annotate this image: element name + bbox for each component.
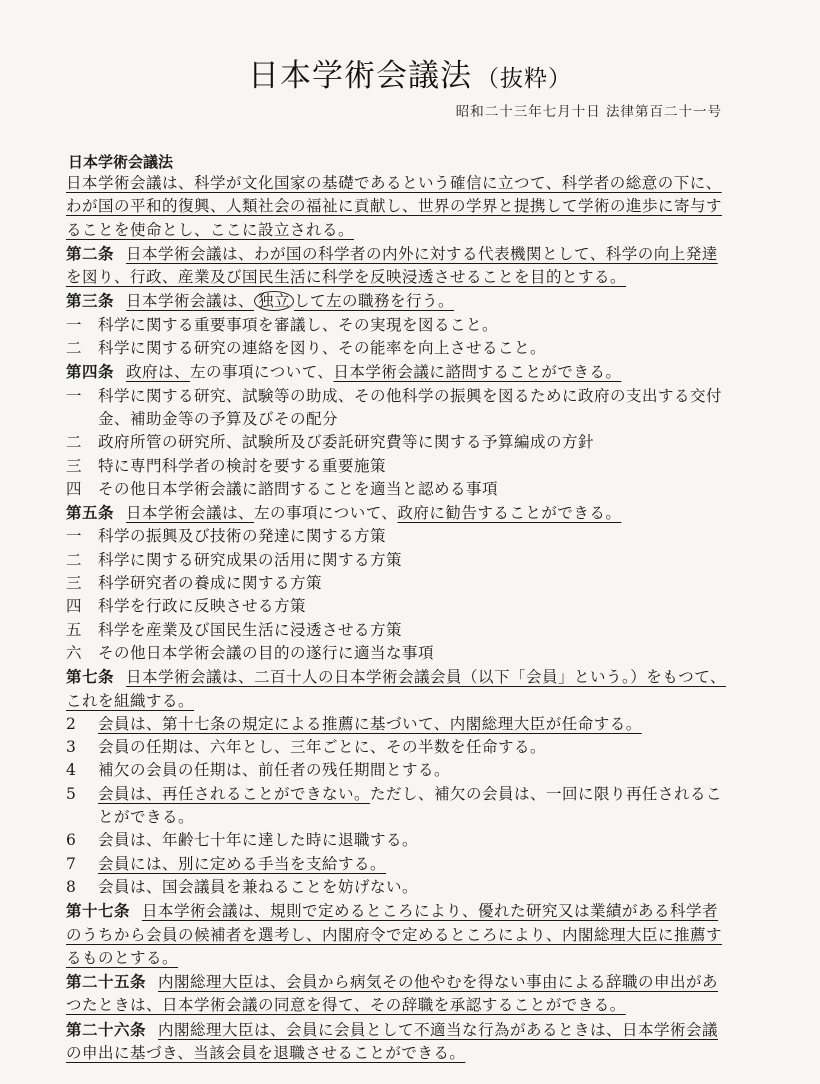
title-sub: （抜粋） [476, 66, 572, 92]
article-5-text-b: 左の事項について、 [254, 504, 398, 523]
article-7-paragraph [66, 853, 730, 876]
section-title: 日本学術会議法 [68, 153, 174, 171]
article-4-item [66, 455, 730, 478]
article-17-head: 第十七条 [66, 901, 131, 921]
article-3 [66, 289, 730, 313]
paragraph-text: 会員は、年齢七十年に達した時に退職する。 [98, 831, 419, 850]
paragraph-text: 会員には、別に定める手当を支給する。 [98, 854, 387, 873]
article-7-paragraph [66, 736, 730, 759]
item-text: 科学に関する重要事項を審議し、その実現を図ること。 [98, 315, 499, 334]
paragraph-number: 5 [66, 784, 77, 803]
article-17-text: 日本学術会議は、規則で定めるところにより、優れた研究又は業績がある科学者のうちから会員の候補者を選考し、内閣府令で定めるところにより、内閣総理大臣に推薦するものとする。 [66, 902, 723, 967]
paragraph-text [98, 783, 730, 830]
article-4-item [66, 478, 730, 501]
paragraph-number: 7 [66, 854, 77, 873]
item-number: 四 [66, 479, 83, 498]
paragraph-number: 2 [66, 714, 77, 733]
enactment-dateline: 昭和二十三年七月十日 法律第百二十一号 [455, 104, 722, 120]
article-5-item [66, 642, 730, 665]
paragraph-text: 会員は、第十七条の規定による推薦に基づいて、内閣総理大臣が任命する。 [98, 714, 642, 733]
article-3-text-b: して左の職務を行う。 [294, 292, 455, 311]
article-5-text-c: 政府に勧告することができる。 [397, 504, 622, 523]
article-4-text-a: 政府は、 [126, 363, 191, 382]
item-number: 二 [66, 339, 83, 358]
document-title [0, 50, 820, 95]
item-text: 科学研究者の養成に関する方策 [98, 574, 323, 593]
article-26 [66, 1018, 730, 1066]
paragraph-text-rest: ただし、補欠の会員は、一回に限り再任されることができる。 [98, 784, 723, 827]
paragraph-number: 3 [66, 738, 77, 757]
article-3-item [66, 314, 730, 337]
paragraph-number: 8 [66, 877, 77, 896]
article-4-text-b: 左の事項について、 [190, 363, 334, 382]
article-5-item [66, 525, 730, 548]
item-text: 科学を行政に反映させる方策 [98, 597, 307, 616]
item-number: 二 [66, 550, 83, 569]
article-2-text: 日本学術会議は、わが国の科学者の内外に対する代表機関として、科学の向上発達を図り、行政、産業及び国民生活に科学を反映浸透させることを目的とする。 [66, 244, 718, 287]
item-text: 科学を産業及び国民生活に浸透させる方策 [98, 620, 403, 639]
item-text: 科学に関する研究成果の活用に関する方策 [98, 550, 403, 569]
item-number: 二 [66, 433, 83, 452]
article-7 [66, 665, 730, 713]
article-3-item [66, 337, 730, 360]
article-3-text-a: 日本学術会議は、 [126, 292, 255, 311]
item-number: 一 [66, 527, 83, 546]
item-number: 四 [66, 597, 83, 616]
paragraph-number: 6 [66, 831, 77, 850]
item-text: その他日本学術会議の目的の遂行に適当な事項 [98, 643, 435, 662]
article-2-head: 第二条 [66, 243, 115, 263]
article-7-paragraph [66, 783, 730, 830]
preamble: 日本学術会議は、科学が文化国家の基礎であるという確信に立つて、科学者の総意の下に、わが国の平和的復興、人類社会の福祉に貢献し、世界の学界と提携して学術の進歩に寄与することを使命とし、ここに設立される。 [66, 174, 723, 239]
paragraph-text: 会員の任期は、六年とし、三年ごとに、その半数を任命する。 [98, 738, 547, 757]
article-7-paragraph [66, 876, 730, 899]
article-4-item [66, 431, 730, 454]
article-26-head: 第二十六条 [66, 1019, 147, 1039]
item-text: その他日本学術会議に諮問することを適当と認める事項 [98, 479, 499, 498]
article-25-head: 第二十五条 [66, 972, 147, 992]
article-2 [66, 242, 730, 290]
article-5-item [66, 619, 730, 642]
article-4 [66, 360, 730, 384]
paragraph-text: 補欠の会員の任期は、前任者の残任期間とする。 [98, 761, 451, 780]
item-number: 三 [66, 456, 83, 475]
law-text [66, 172, 730, 1065]
item-text: 科学に関する研究、試験等の助成、その他科学の振興を図るために政府の支出する交付金、補助金等の予算及びその配分 [98, 386, 723, 428]
article-17 [66, 899, 730, 970]
article-5-item [66, 549, 730, 572]
item-text: 政府所管の研究所、試験所及び委託研究費等に関する予算編成の方針 [98, 433, 595, 452]
title-main: 日本学術会議法 [248, 58, 472, 94]
article-5-item [66, 595, 730, 618]
article-5 [66, 501, 730, 525]
paragraph-number: 4 [66, 761, 77, 780]
item-text: 科学に関する研究の連絡を図り、その能率を向上させること。 [98, 339, 547, 358]
article-25 [66, 970, 730, 1018]
item-number: 六 [66, 643, 83, 662]
article-7-paragraph [66, 759, 730, 782]
article-25-text: 内閣総理大臣は、会員から病気その他やむを得ない事由による辞職の申出があつたときは、日本学術会議の同意を得て、その辞職を承認することができる。 [66, 973, 719, 1015]
item-number: 一 [66, 315, 83, 334]
paragraph-text: 会員は、国会議員を兼ねることを妨げない。 [98, 877, 419, 896]
article-7-head: 第七条 [66, 667, 115, 687]
paragraph-text-underlined: 会員は、再任されることができない。 [98, 784, 371, 803]
item-text: 科学の振興及び技術の発達に関する方策 [98, 527, 387, 546]
article-7-paragraph [66, 713, 730, 736]
article-7-paragraph [66, 829, 730, 852]
article-4-head: 第四条 [66, 362, 115, 382]
article-5-item [66, 572, 730, 595]
article-3-head: 第三条 [66, 291, 115, 311]
article-4-item [66, 385, 730, 432]
article-7-text: 日本学術会議は、二百十人の日本学術会議会員（以下「会員」という。）をもつて、これを組織する。 [66, 668, 726, 710]
item-number: 一 [66, 386, 83, 405]
article-5-text-a: 日本学術会議は、 [126, 504, 255, 523]
article-4-text-c: 日本学術会議に諮問することができる。 [333, 363, 622, 382]
item-number: 三 [66, 574, 83, 593]
item-number: 五 [66, 620, 83, 639]
article-26-text: 内閣総理大臣は、会員に会員として不適当な行為があるときは、日本学術会議の申出に基づき、当該会員を退職させることができる。 [66, 1020, 719, 1062]
article-5-head: 第五条 [66, 503, 115, 523]
item-text: 特に専門科学者の検討を要する重要施策 [98, 456, 387, 475]
circled-word: 独立 [254, 291, 294, 311]
